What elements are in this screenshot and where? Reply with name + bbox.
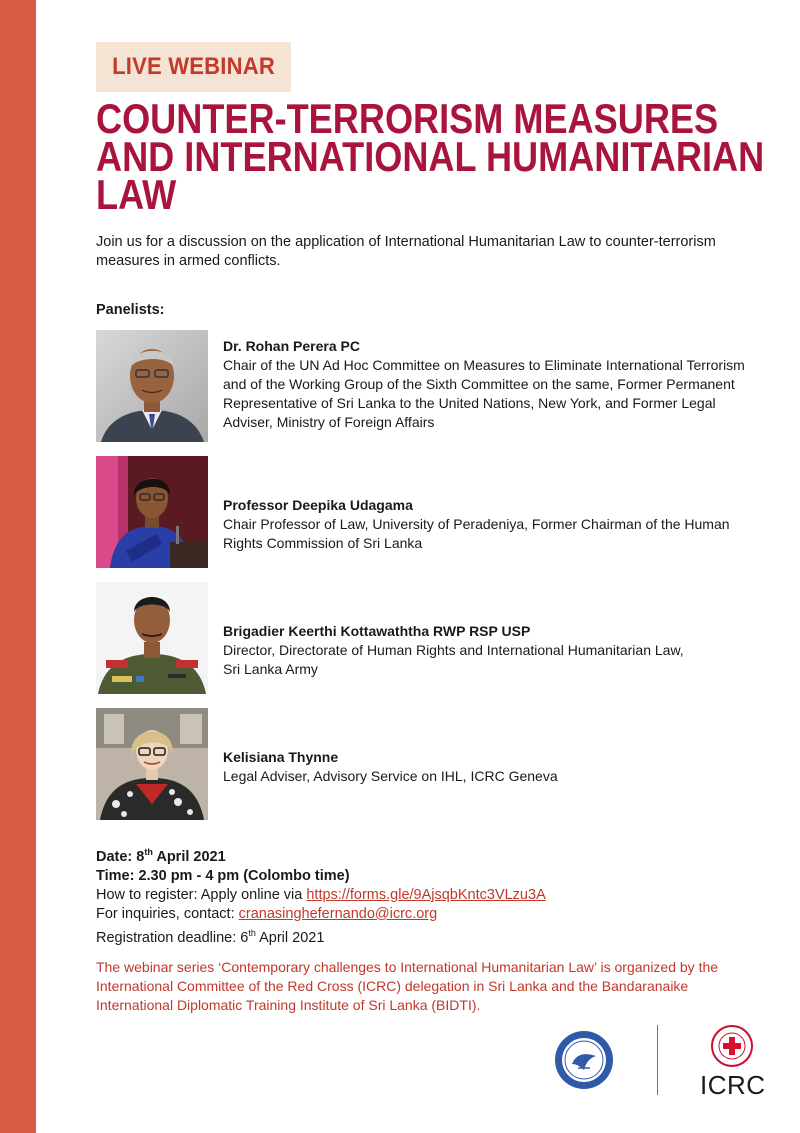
panelist-photo-deepika-udagama (96, 456, 208, 568)
organizer-note-line: The webinar series ‘Contemporary challenges to International Humanitarian Law’ is organized by the (96, 959, 719, 975)
event-date: Date: 8th April 2021 (96, 847, 226, 865)
panelist-name: Brigadier Keerthi Kottawaththa RWP RSP USP (223, 623, 531, 639)
register-line: How to register: Apply online via https://forms.gle/9AjsqbKntc3VLzu3A (96, 886, 546, 903)
live-webinar-badge (96, 42, 291, 92)
organizer-note (96, 958, 726, 1015)
panelist-2 (96, 456, 776, 568)
panelist-3 (96, 582, 776, 694)
panelist-role-line: Adviser, Ministry of Foreign Affairs (223, 414, 435, 430)
title-line-2: AND INTERNATIONAL HUMANITARIAN (96, 133, 765, 180)
panelist-role-line: Representative of Sri Lanka to the United Nations, New York, and Former Legal (223, 395, 716, 411)
panelist-role-line: Rights Commission of Sri Lanka (223, 535, 423, 551)
badge-text: LIVE WEBINAR (112, 53, 275, 80)
panelist-info-1 (223, 337, 763, 432)
panelists-heading: Panelists: (96, 302, 165, 318)
inquiries-email-link[interactable]: cranasinghefernando@icrc.org (238, 905, 438, 922)
registration-deadline: Registration deadline: 6th April 2021 (96, 927, 325, 946)
page-title (96, 95, 765, 218)
title-line-3: LAW (96, 171, 177, 218)
panelist-4 (96, 708, 776, 820)
left-accent-bar (0, 0, 36, 1133)
intro-line-2: measures in armed conflicts. (96, 253, 281, 269)
panelist-name: Kelisiana Thynne (223, 749, 339, 765)
event-time: Time: 2.30 pm - 4 pm (Colombo time) (96, 867, 350, 884)
panelist-photo-keerthi-kottawaththa (96, 582, 208, 694)
intro-text (96, 233, 756, 271)
panelist-1 (96, 330, 776, 442)
panelist-info-3 (223, 622, 763, 679)
panelist-role-line: Legal Adviser, Advisory Service on IHL, ICRC Geneva (223, 768, 558, 784)
panelist-role-line: Sri Lanka Army (223, 661, 318, 677)
register-link[interactable]: https://forms.gle/9AjsqbKntc3VLzu3A (306, 886, 546, 903)
panelist-role-line: and of the Working Group of the Sixth Committee on the same, Former Permanent (223, 376, 735, 392)
panelist-name: Professor Deepika Udagama (223, 497, 413, 513)
panelist-name: Dr. Rohan Perera PC (223, 338, 360, 354)
panelist-info-2 (223, 496, 763, 553)
intro-line-1: Join us for a discussion on the application of International Humanitarian Law to counter-terrorism (96, 234, 716, 250)
bidti-logo (554, 1030, 614, 1090)
event-details (96, 843, 756, 948)
panelist-role-line: Director, Directorate of Human Rights and International Humanitarian Law, (223, 642, 684, 658)
organizer-note-line: International Diplomatic Training Institute of Sri Lanka (BIDTI). (96, 997, 481, 1013)
inquiries-line: For inquiries, contact: cranasinghefernando@icrc.org (96, 905, 438, 922)
panelist-info-4 (223, 748, 763, 786)
panelist-photo-rohan-perera (96, 330, 208, 442)
icrc-wordmark: ICRC (700, 1070, 766, 1100)
logo-divider (657, 1025, 658, 1095)
organizer-note-line: International Committee of the Red Cross (ICRC) delegation in Sri Lanka and the Bandaranaike (96, 978, 689, 994)
title-line-1: COUNTER-TERRORISM MEASURES (96, 95, 719, 142)
panelist-photo-kelisiana-thynne (96, 708, 208, 820)
panelist-role-line: Chair Professor of Law, University of Peradeniya, Former Chairman of the Human (223, 516, 730, 532)
panelist-role-line: Chair of the UN Ad Hoc Committee on Measures to Eliminate International Terrorism (223, 357, 745, 373)
